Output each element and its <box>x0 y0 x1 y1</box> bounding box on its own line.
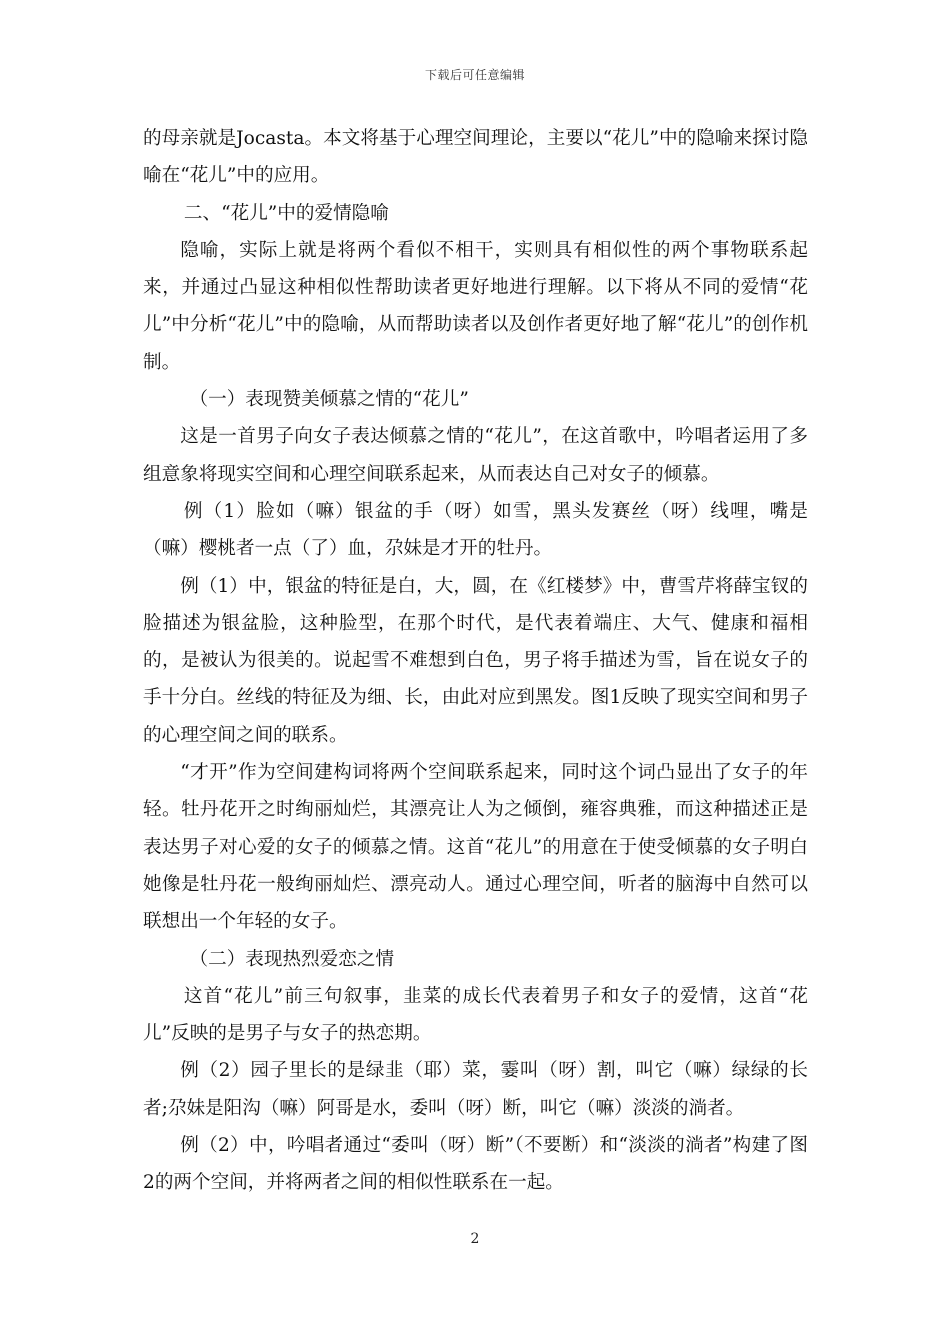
subsection-heading-admiration: （一）表现赞美倾慕之情的“花儿” <box>189 389 469 411</box>
page-number: 2 <box>470 1231 480 1247</box>
page-header: 下载后可任意编辑 <box>424 68 525 82</box>
paragraph-example-2-analysis: 例（2）中，吟唱者通过“委叫（呀）断”（不要断）和“淡淡的淌者”构建了图2的两个空间，并将两者之间的相似性联系在一起。 <box>143 1135 808 1194</box>
paragraph-passion-intro: 这首“花儿”前三句叙事，韭菜的成长代表着男子和女子的爱情，这首“花儿”反映的是男子与女子的热恋期。 <box>143 985 808 1045</box>
paragraph-intro-continuation: 的母亲就是Jocasta。本文将基于心理空间理论，主要以“花儿”中的隐喻来探讨隐喻在“花儿”中的应用。 <box>143 128 808 187</box>
paragraph-example-1-analysis: 例（1）中，银盆的特征是白，大，圆，在《红楼梦》中，曹雪芹将薛宝钗的脸描述为银盆脸，这种脸型，在那个时代，是代表着端庄、大气、健康和福相的，是被认为很美的。说起雪不难想到白色，男子将手描述为雪，旨在说女子的手十分白。丝线的特征及为细、长，由此对应到黑发。图1反映了现实空间和男子的心理空间之间的联系。 <box>143 575 808 746</box>
paragraph-metaphor-definition: 隐喻，实际上就是将两个看似不相干，实则具有相似性的两个事物联系起来，并通过凸显这种相似性帮助读者更好地进行理解。以下将从不同的爱情“花儿”中分析“花儿”中的隐喻，从而帮助读者以及创作者更好地了解“花儿”的创作机制。 <box>143 239 808 373</box>
section-heading-love-metaphor: 二、“花儿”中的爱情隐喻 <box>183 202 389 224</box>
paragraph-cai-kai-analysis: “才开”作为空间建构词将两个空间联系起来，同时这个词凸显出了女子的年轻。牡丹花开之时绚丽灿烂，其漂亮让人为之倾倒，雍容典雅，而这种描述正是表达男子对心爱的女子的倾慕之情。这首“花儿”的用意在于使受倾慕的女子明白她像是牡丹花一般绚丽灿烂、漂亮动人。通过心理空间，听者的脑海中自然可以联想出一个年轻的女子。 <box>143 762 808 933</box>
paragraph-admiration-intro: 这是一首男子向女子表达倾慕之情的“花儿”，在这首歌中，吟唱者运用了多组意象将现实空间和心理空间联系起来，从而表达自己对女子的倾慕。 <box>143 426 808 485</box>
subsection-heading-passion: （二）表现热烈爱恋之情 <box>189 948 395 970</box>
example-1-lyrics: 例（1）脸如（嘛）银盆的手（呀）如雪，黑头发赛丝（呀）线哩，嘴是（嘛）樱桃者一点（了）血，尕妹是才开的牡丹。 <box>143 500 808 560</box>
document-body <box>143 120 808 1202</box>
example-2-lyrics: 例（2）园子里长的是绿韭（耶）菜，霎叫（呀）割，叫它（嘛）绿绿的长者;尕妹是阳沟（嘛）阿哥是水，委叫（呀）断，叫它（嘛）淡淡的淌者。 <box>143 1060 808 1119</box>
